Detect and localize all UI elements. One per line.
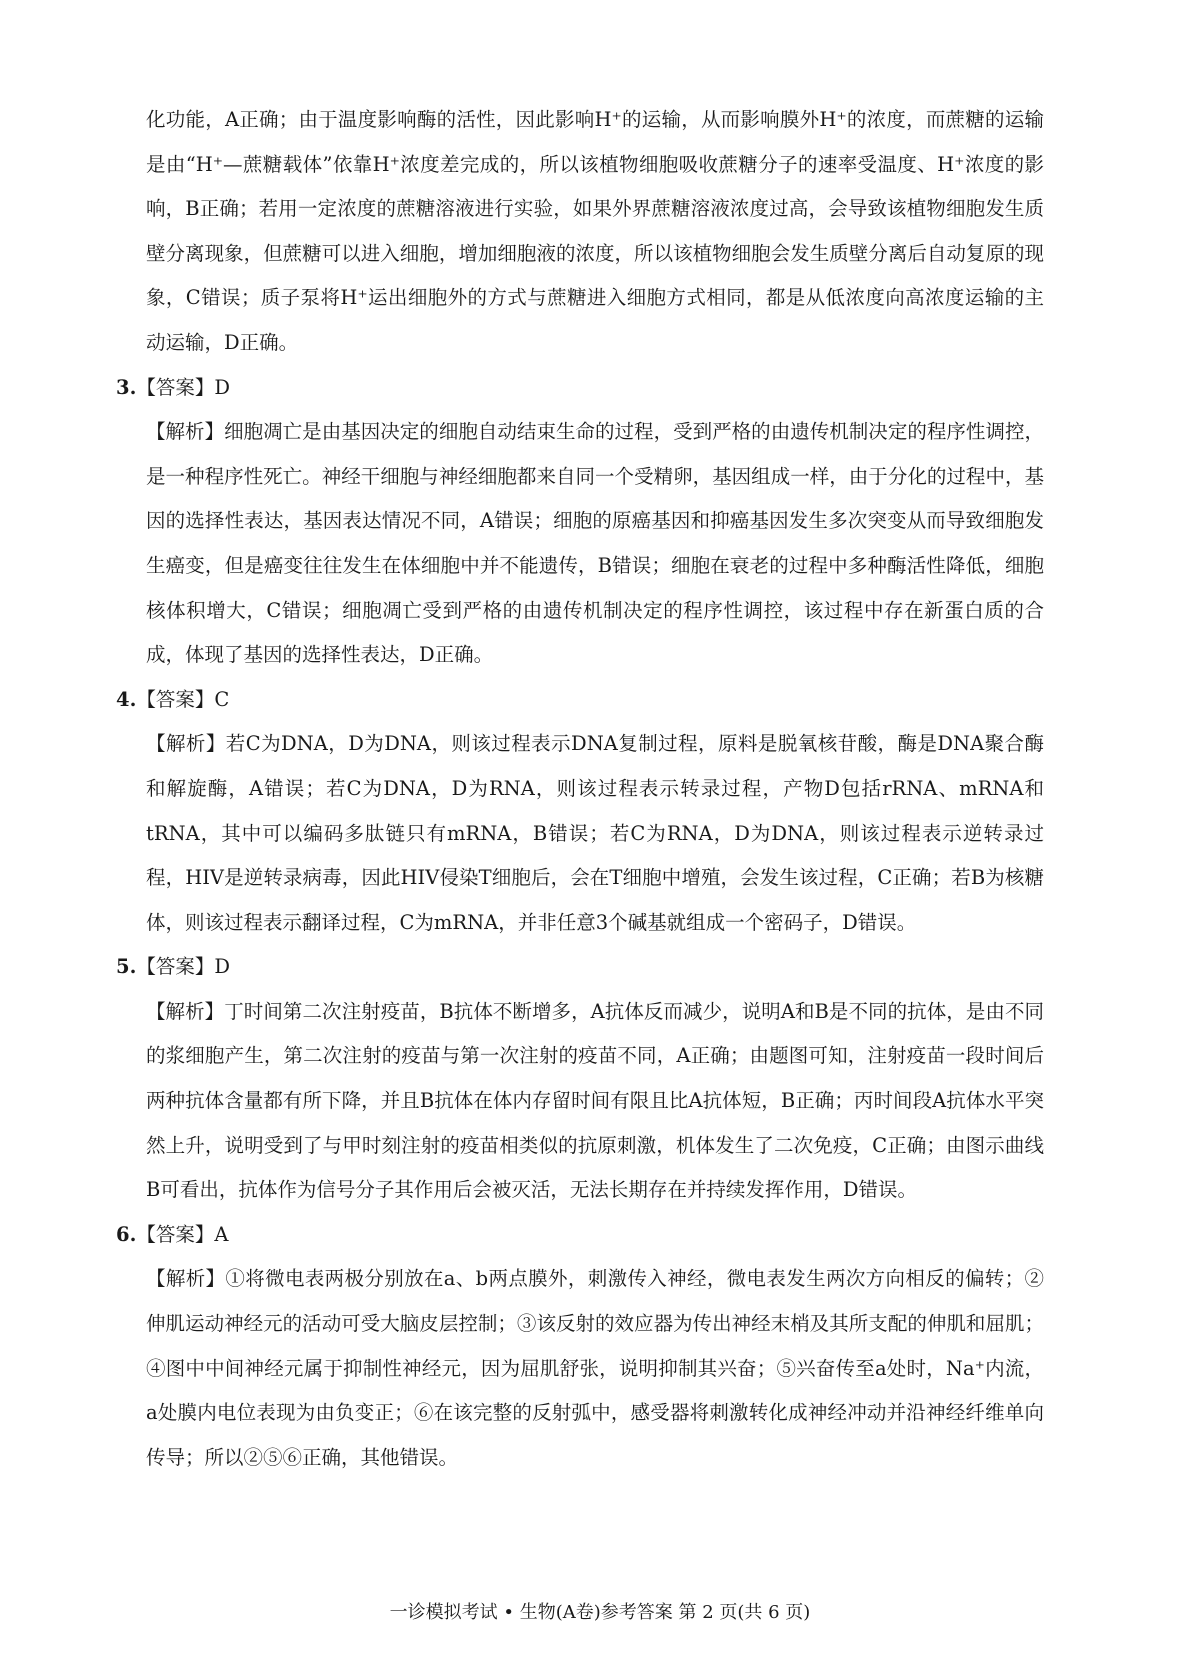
answer-heading — [116, 366, 1044, 411]
answer-value: A — [214, 1222, 229, 1246]
analysis-text: 【解析】①将微电表两极分别放在a、b两点膜外，刺激传入神经，微电表发生两次方向相反的偏转；②伸肌运动神经元的活动可受大脑皮层控制；③该反射的效应器为传出神经末梢及其所支配的伸肌和屈肌；④图中中间神经元属于抑制性神经元，因为屈肌舒张，说明抑制其兴奋；⑤兴奋传至a处时，Na⁺内流，a处膜内电位表现为由负变正；⑥在该完整的反射弧中，感受器将刺激转化成神经冲动并沿神经纤维单向传导；所以②⑤⑥正确，其他错误。 — [146, 1267, 1044, 1469]
answer-heading — [116, 945, 1044, 990]
analysis-text: 【解析】若C为DNA，D为DNA，则该过程表示DNA复制过程，原料是脱氧核苷酸，酶是DNA聚合酶和解旋酶，A错误；若C为DNA，D为RNA，则该过程表示转录过程，产物D包括rRNA、mRNA和tRNA，其中可以编码多肽链只有mRNA，B错误；若C为RNA，D为DNA，则该过程表示逆转录过程，HIV是逆转录病毒，因此HIV侵染T细胞后，会在T细胞中增殖，会发生该过程，C正确；若B为核糖体，则该过程表示翻译过程，C为mRNA，并非任意3个碱基就组成一个密码子，D错误。 — [146, 732, 1044, 934]
answer-item-5 — [116, 945, 1044, 1213]
answer-item-4 — [116, 678, 1044, 946]
question-number: 6. — [116, 1222, 137, 1246]
answer-value: C — [214, 687, 230, 711]
question-number: 4. — [116, 687, 137, 711]
analysis-text: 【解析】细胞凋亡是由基因决定的细胞自动结束生命的过程，受到严格的由遗传机制决定的程序性调控，是一种程序性死亡。神经干细胞与神经细胞都来自同一个受精卵，基因组成一样，由于分化的过程中，基因的选择性表达，基因表达情况不同，A错误；细胞的原癌基因和抑癌基因发生多次突变从而导致细胞发生癌变，但是癌变往往发生在体细胞中并不能遗传，B错误；细胞在衰老的过程中多种酶活性降低，细胞核体积增大，C错误；细胞凋亡受到严格的由遗传机制决定的程序性调控，该过程中存在新蛋白质的合成，体现了基因的选择性表达，D正确。 — [146, 420, 1044, 667]
answer-item-6 — [116, 1213, 1044, 1481]
page-footer: 一诊模拟考试 • 生物(A卷)参考答案 第 2 页(共 6 页) — [389, 1602, 811, 1623]
answer-label: 【答案】 — [136, 955, 215, 979]
question-number: 5. — [116, 955, 137, 979]
answer-value: D — [214, 375, 231, 399]
question-number: 3. — [116, 375, 137, 399]
answer-heading — [116, 1213, 1044, 1258]
answer-value: D — [214, 955, 231, 979]
answer-item-3 — [116, 366, 1044, 678]
answer-label: 【答案】 — [136, 687, 215, 711]
answer-label: 【答案】 — [136, 1222, 215, 1246]
answer-page — [116, 98, 1044, 1480]
continued-analysis: 化功能，A正确；由于温度影响酶的活性，因此影响H⁺的运输，从而影响膜外H⁺的浓度，而蔗糖的运输是由“H⁺—蔗糖载体”依靠H⁺浓度差完成的，所以该植物细胞吸收蔗糖分子的速率受温度、H⁺浓度的影响，B正确；若用一定浓度的蔗糖溶液进行实验，如果外界蔗糖溶液浓度过高，会导致该植物细胞发生质壁分离现象，但蔗糖可以进入细胞，增加细胞液的浓度，所以该植物细胞会发生质壁分离后自动复原的现象，C错误；质子泵将H⁺运出细胞外的方式与蔗糖进入细胞方式相同，都是从低浓度向高浓度运输的主动运输，D正确。 — [146, 108, 1044, 354]
answer-heading — [116, 678, 1044, 723]
analysis-text: 【解析】丁时间第二次注射疫苗，B抗体不断增多，A抗体反而减少，说明A和B是不同的抗体，是由不同的浆细胞产生，第二次注射的疫苗与第一次注射的疫苗不同，A正确；由题图可知，注射疫苗一段时间后两种抗体含量都有所下降，并且B抗体在体内存留时间有限且比A抗体短，B正确；丙时间段A抗体水平突然上升，说明受到了与甲时刻注射的疫苗相类似的抗原刺激，机体发生了二次免疫，C正确；由图示曲线B可看出，抗体作为信号分子其作用后会被灭活，无法长期存在并持续发挥作用，D错误。 — [146, 999, 1044, 1202]
answer-label: 【答案】 — [136, 375, 215, 399]
